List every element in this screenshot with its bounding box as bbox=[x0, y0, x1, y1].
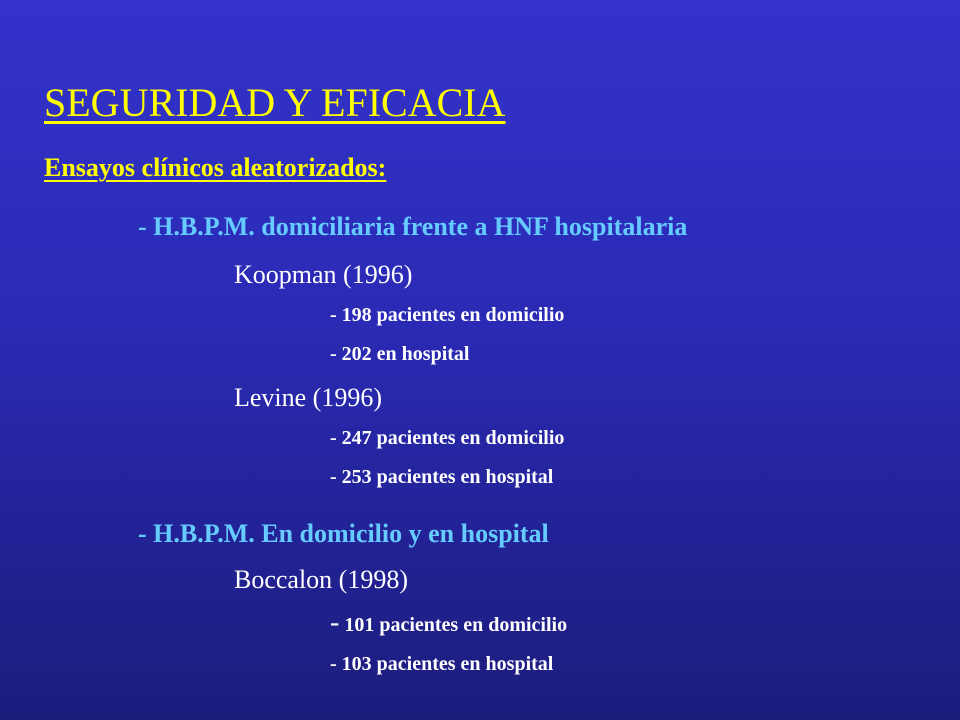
study-detail: - 247 pacientes en domicilio bbox=[330, 427, 565, 449]
study-author-koopman: Koopman (1996) bbox=[234, 260, 413, 289]
study-author-boccalon: Boccalon (1998) bbox=[234, 565, 409, 594]
section-heading-home-vs-hospital: - H.B.P.M. domiciliaria frente a HNF hospitalaria bbox=[138, 212, 688, 241]
study-detail: - 253 pacientes en hospital bbox=[330, 466, 554, 488]
bullet-dash: - bbox=[330, 607, 340, 638]
slide-subtitle: Ensayos clínicos aleatorizados: bbox=[44, 153, 387, 182]
study-author-levine: Levine (1996) bbox=[234, 383, 383, 412]
study-detail bbox=[330, 609, 567, 637]
study-detail-text: 101 pacientes en domicilio bbox=[339, 614, 568, 636]
study-detail: - 202 en hospital bbox=[330, 343, 470, 365]
study-detail: - 198 pacientes en domicilio bbox=[330, 304, 565, 326]
section-heading-home-and-hospital: - H.B.P.M. En domicilio y en hospital bbox=[138, 519, 549, 548]
slide-title: SEGURIDAD Y EFICACIA bbox=[44, 80, 506, 125]
study-detail: - 103 pacientes en hospital bbox=[330, 653, 554, 675]
